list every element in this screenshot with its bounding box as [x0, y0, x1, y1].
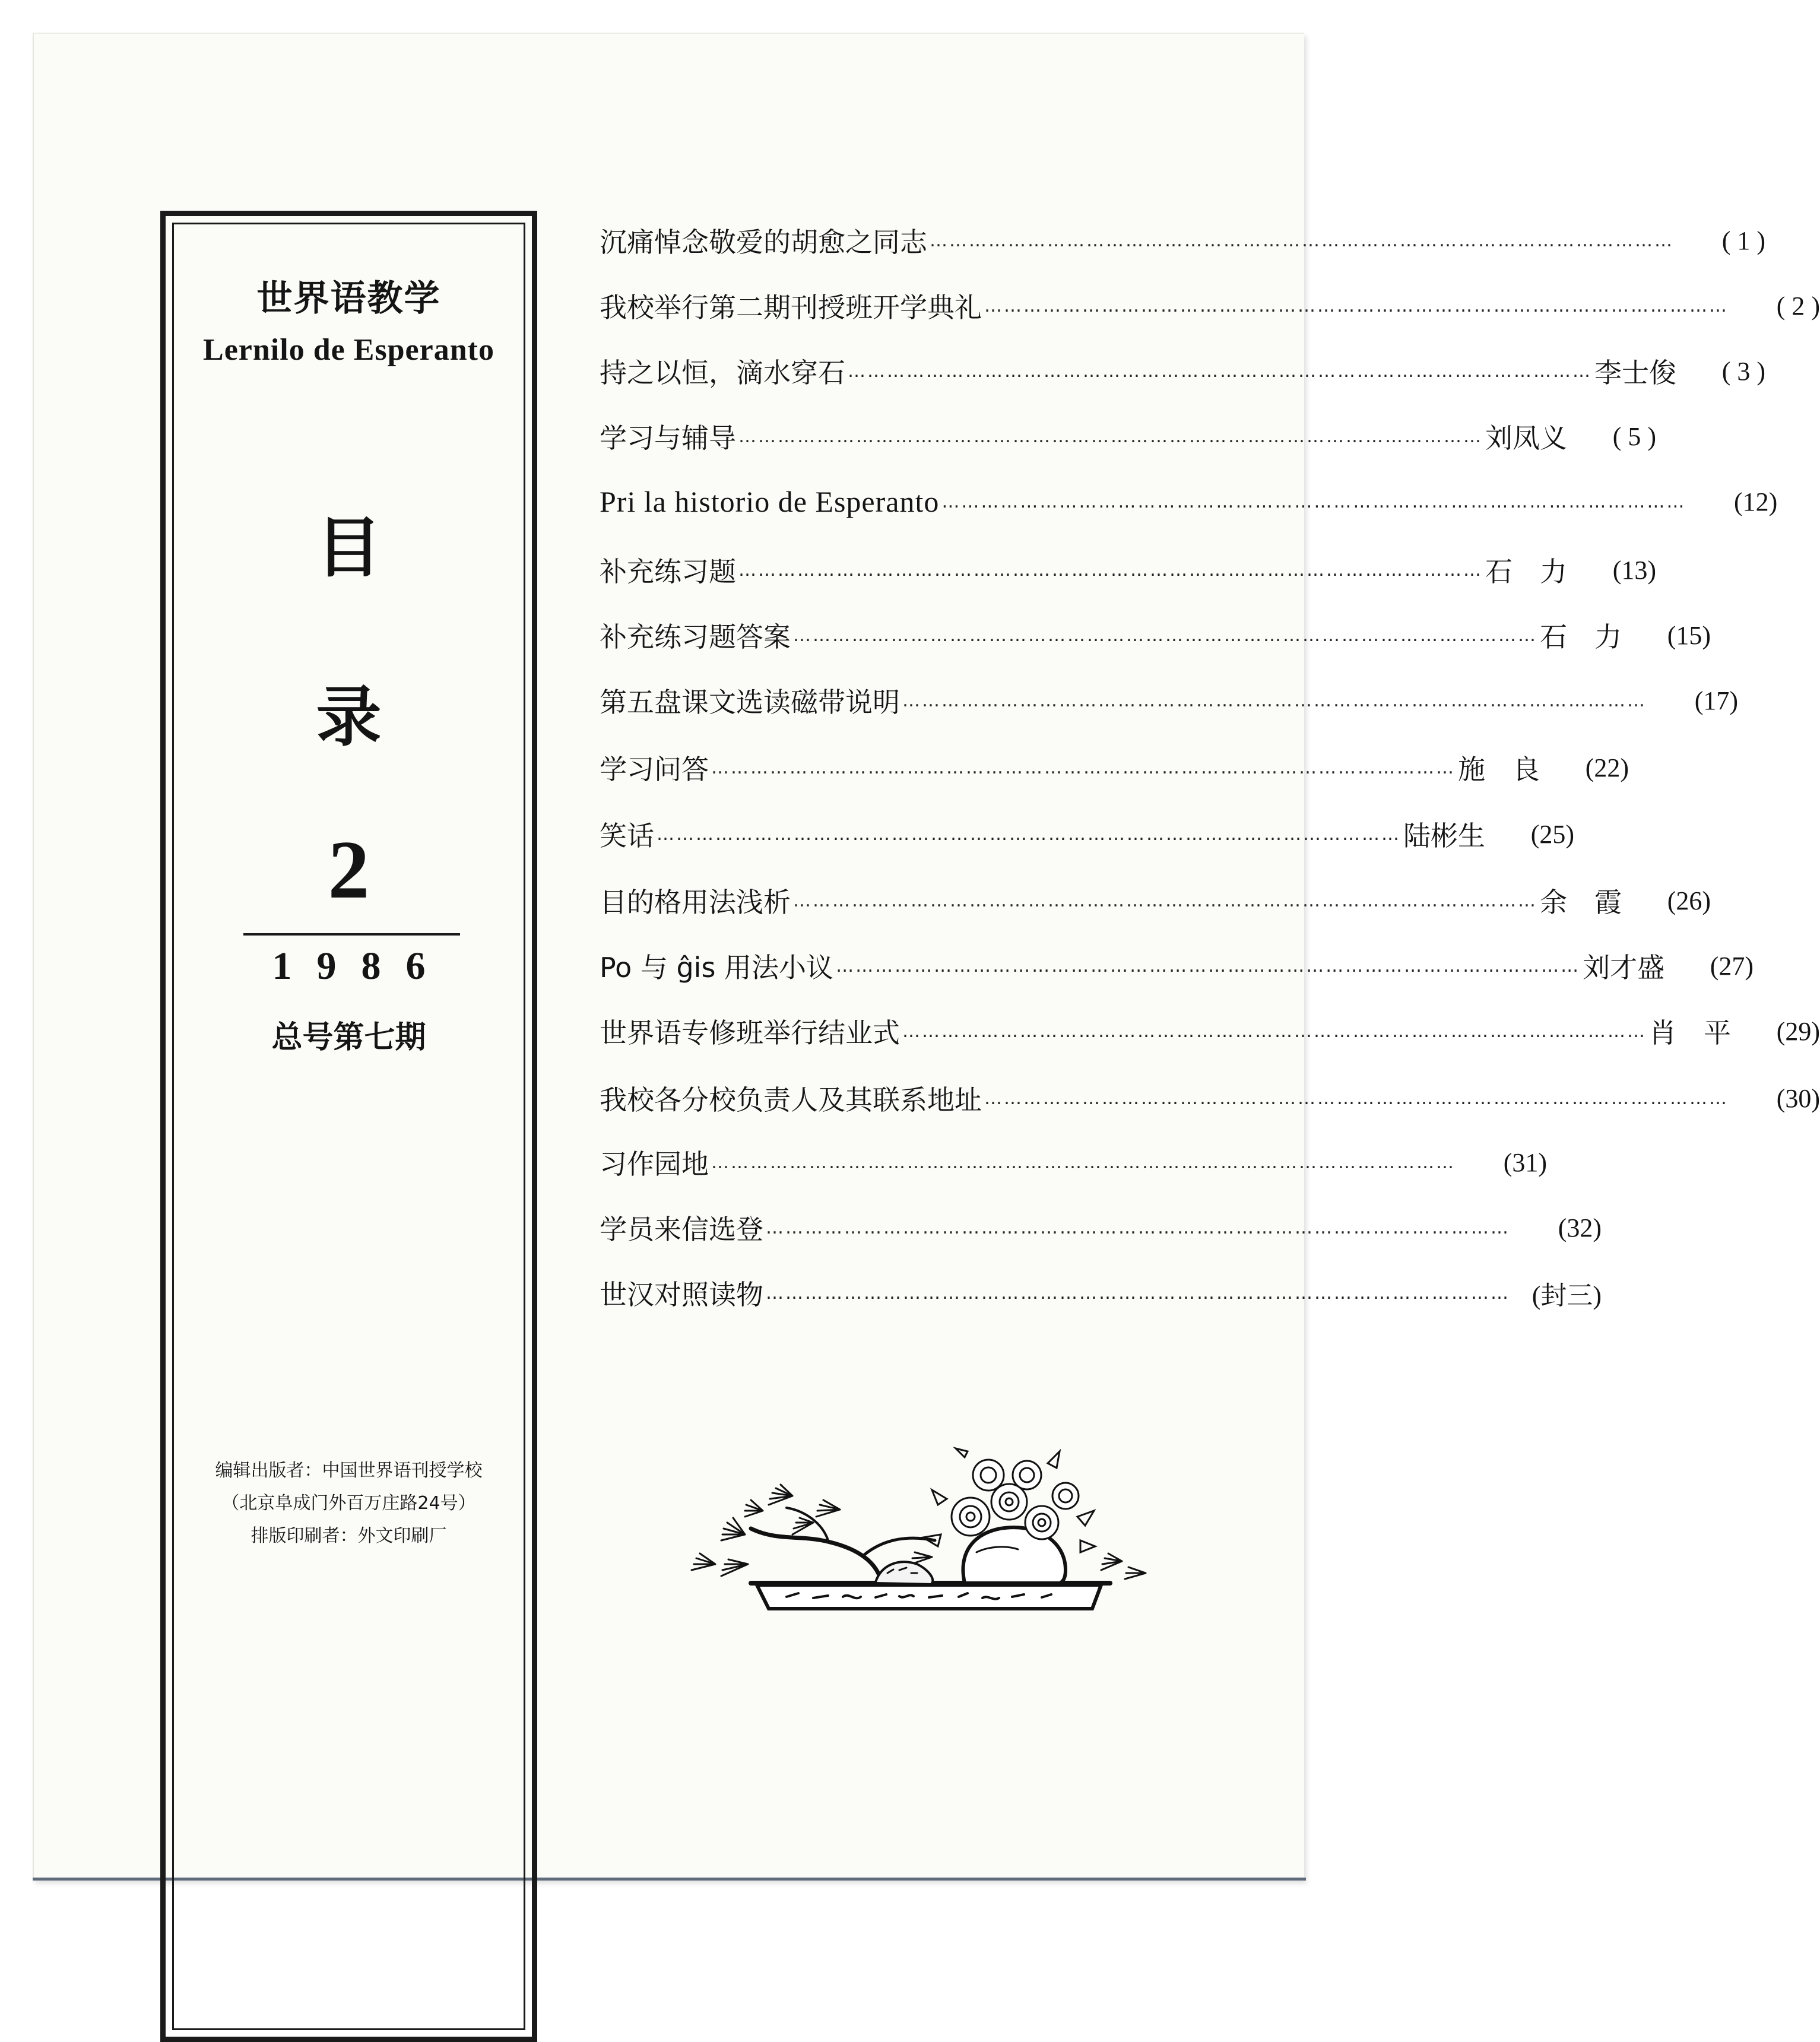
toc-entry-title: 世界语专修班举行结业式 [600, 1017, 900, 1049]
toc-entry[interactable] [600, 285, 1820, 326]
issue-number: 2 [328, 824, 370, 916]
toc-leader-dots: …………………………………………………………………………………………………… [941, 491, 1686, 512]
toc-entry-title: 世汉对照读物 [600, 1279, 763, 1311]
toc-leader-dots: …………………………………………………………………………………………………… [793, 624, 1537, 646]
toc-entry[interactable] [600, 481, 1778, 522]
toc-entry-page: (26) [1667, 886, 1711, 915]
toc-entry-page: (25) [1530, 819, 1574, 849]
toc-entry-title: 第五盘课文选读磁带说明 [600, 686, 900, 718]
publisher-line: 编辑出版者：中国世界语刊授学校 [215, 1460, 483, 1481]
toc-entry[interactable] [600, 549, 1656, 591]
toc-entry-page: (29) [1776, 1016, 1820, 1046]
toc-entry-author: 肖 平 [1649, 1017, 1731, 1049]
toc-entry-author: 余 霞 [1540, 886, 1622, 918]
toc-entry-page: (17) [1694, 686, 1738, 715]
toc-entry-page: (13) [1612, 555, 1656, 585]
toc-entry[interactable] [600, 880, 1711, 921]
toc-entry-title: 学员来信选登 [600, 1213, 763, 1245]
toc-entry-title: 补充练习题 [600, 556, 736, 588]
toc-entry-author: 施 良 [1458, 753, 1540, 785]
toc-leader-dots: …………………………………………………………………………………………………… [738, 426, 1483, 447]
toc-leader-dots: …………………………………………………………………………………………………… [902, 1020, 1647, 1042]
toc-entry-title: 学习问答 [600, 753, 709, 785]
publisher-info [172, 1454, 525, 1552]
publisher-address: （北京阜成门外百万庄路24号） [221, 1493, 476, 1514]
issue-year: 1986 [272, 944, 451, 988]
magazine-title-esperanto: Lernilo de Esperanto [203, 333, 494, 367]
year-divider [243, 933, 460, 936]
toc-leader-dots: …………………………………………………………………………………………………… [984, 1087, 1729, 1109]
toc-entry-title: 补充练习题答案 [600, 621, 791, 653]
toc-entry[interactable] [600, 945, 1754, 987]
toc-entry[interactable] [600, 1077, 1820, 1119]
toc-leader-dots: …………………………………………………………………………………………………… [711, 1152, 1456, 1173]
toc-entry-title: 我校各分校负责人及其联系地址 [600, 1084, 982, 1116]
toc-entry[interactable] [600, 614, 1711, 656]
magazine-title-chinese: 世界语教学 [256, 278, 441, 319]
contents-heading-char-2: 录 [316, 679, 382, 755]
toc-entry-author: 石 力 [1485, 556, 1567, 588]
toc-entry-page: (30) [1776, 1083, 1820, 1113]
toc-entry-author: 刘凤义 [1485, 422, 1567, 454]
toc-entry[interactable] [600, 1207, 1602, 1248]
toc-entry-title: 目的格用法浅析 [600, 886, 791, 918]
toc-entry-title: Pri la historio de Esperanto [600, 485, 940, 518]
toc-leader-dots: …………………………………………………………………………………………………… [738, 559, 1483, 581]
toc-entry-page: (31) [1503, 1147, 1547, 1177]
toc-entry-page: (22) [1585, 753, 1629, 782]
printer-line: 排版印刷者：外文印刷厂 [251, 1526, 447, 1546]
toc-entry-page: ( 5 ) [1612, 421, 1656, 451]
toc-leader-dots: …………………………………………………………………………………………………… [902, 690, 1647, 711]
toc-leader-dots: …………………………………………………………………………………………………… [711, 757, 1456, 778]
toc-entry-author: 刘才盛 [1583, 952, 1665, 984]
toc-leader-dots: …………………………………………………………………………………………………… [848, 360, 1592, 382]
toc-leader-dots: …………………………………………………………………………………………………… [766, 1217, 1510, 1238]
toc-entry[interactable] [600, 416, 1656, 457]
toc-entry-title: 沉痛悼念敬爱的胡愈之同志 [600, 226, 927, 258]
toc-entry-page: (12) [1734, 487, 1778, 516]
toc-entry[interactable] [600, 350, 1765, 392]
toc-entry-title: 习作园地 [600, 1148, 709, 1180]
toc-entry-title: Po 与 ĝis 用法小议 [600, 952, 834, 984]
toc-entry[interactable] [600, 1142, 1547, 1183]
toc-entry[interactable] [600, 747, 1629, 788]
toc-entry[interactable] [600, 1272, 1602, 1314]
toc-leader-dots: …………………………………………………………………………………………………… [930, 230, 1674, 251]
contents-heading-char-1: 目 [316, 510, 382, 586]
bonsai-ornament-icon [686, 1451, 1152, 1609]
toc-entry-title: 学习与辅导 [600, 422, 736, 454]
toc-entry[interactable] [600, 1010, 1820, 1052]
toc-leader-dots: …………………………………………………………………………………………………… [984, 295, 1729, 316]
issue-total-number: 总号第七期 [271, 1020, 426, 1055]
toc-entry-page: (27) [1710, 951, 1754, 981]
toc-entry-title: 笑话 [600, 820, 654, 852]
toc-entry-author: 李士俊 [1594, 357, 1676, 389]
toc-entry[interactable] [600, 220, 1765, 261]
toc-entry[interactable] [600, 680, 1738, 721]
toc-entry-title: 持之以恒，滴水穿石 [600, 357, 845, 389]
toc-entry-page: (32) [1558, 1213, 1602, 1242]
toc-entry-title: 我校举行第二期刊授班开学典礼 [600, 291, 982, 324]
toc-entry-author: 石 力 [1540, 621, 1622, 653]
toc-leader-dots: …………………………………………………………………………………………………… [766, 1282, 1510, 1304]
title-panel-inner-frame [172, 223, 525, 2030]
toc-entry-page: (15) [1667, 620, 1711, 650]
toc-entry-author: 陆彬生 [1403, 820, 1485, 852]
toc-entry-page: ( 2 ) [1776, 291, 1820, 321]
toc-entry-page: ( 1 ) [1721, 226, 1765, 255]
toc-entry-page: ( 3 ) [1721, 356, 1765, 386]
toc-leader-dots: …………………………………………………………………………………………………… [657, 823, 1401, 845]
toc-entry[interactable] [600, 813, 1574, 855]
toc-leader-dots: …………………………………………………………………………………………………… [836, 955, 1581, 976]
toc-entry-page: (封三) [1532, 1281, 1602, 1310]
toc-leader-dots: …………………………………………………………………………………………………… [793, 890, 1537, 911]
